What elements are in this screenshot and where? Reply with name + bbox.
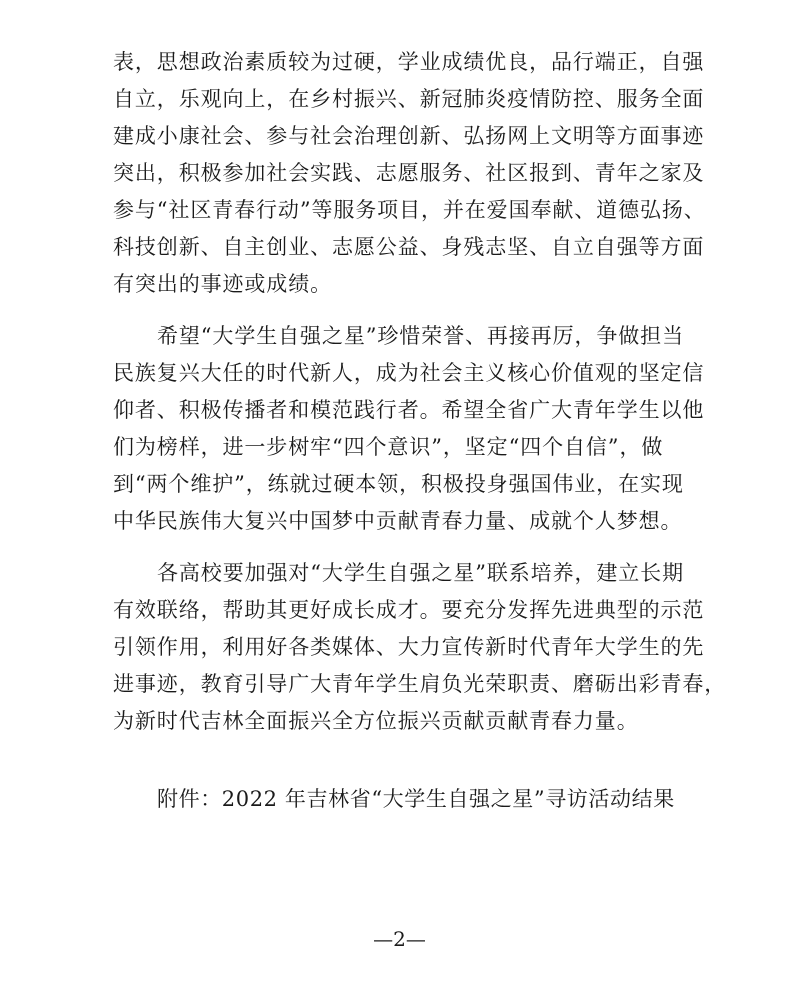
text-line: 进事迹，教育引导广大青年学生肩负光荣职责、磨砺出彩青春， <box>113 672 727 696</box>
text-line: 有突出的事迹或成绩。 <box>113 272 332 296</box>
text-line: 有效联络，帮助其更好成长成才。要充分发挥先进典型的示范 <box>113 598 705 622</box>
text-line: 仰者、积极传播者和模范践行者。希望全省广大青年学生以他 <box>113 398 705 422</box>
text-line: 引领作用，利用好各类媒体、大力宣传新时代青年大学生的先 <box>113 635 705 659</box>
text-line: 表，思想政治素质较为过硬，学业成绩优良，品行端正，自强 <box>113 50 705 74</box>
page-number: —2— <box>373 927 426 951</box>
text-line: 希望“大学生自强之星”珍惜荣誉、再接再厉，争做担当 <box>157 324 684 348</box>
text-line: 突出，积极参加社会实践、志愿服务、社区报到、青年之家及 <box>113 161 705 185</box>
text-line: 建成小康社会、参与社会治理创新、弘扬网上文明等方面事迹 <box>113 124 705 148</box>
text-line: 科技创新、自主创业、志愿公益、身残志坚、自立自强等方面 <box>113 235 705 259</box>
text-line: 中华民族伟大复兴中国梦中贡献青春力量、成就个人梦想。 <box>113 509 683 533</box>
text-line: 自立，乐观向上，在乡村振兴、新冠肺炎疫情防控、服务全面 <box>113 87 705 111</box>
text-line: 各高校要加强对“大学生自强之星”联系培养，建立长期 <box>157 561 684 585</box>
attachment-note: 附件：2022 年吉林省“大学生自强之星”寻访活动结果 <box>157 787 675 811</box>
text-line: 为新时代吉林全面振兴全方位振兴贡献贡献青春力量。 <box>113 709 639 733</box>
text-line: 到“两个维护”，练就过硬本领，积极投身强国伟业，在实现 <box>113 472 684 496</box>
text-line: 们为榜样，进一步树牢“四个意识”，坚定“四个自信”，做 <box>113 435 664 459</box>
text-line: 民族复兴大任的时代新人，成为社会主义核心价值观的坚定信 <box>113 361 705 385</box>
text-line: 参与“社区青春行动”等服务项目，并在爱国奉献、道德弘扬、 <box>113 198 706 222</box>
